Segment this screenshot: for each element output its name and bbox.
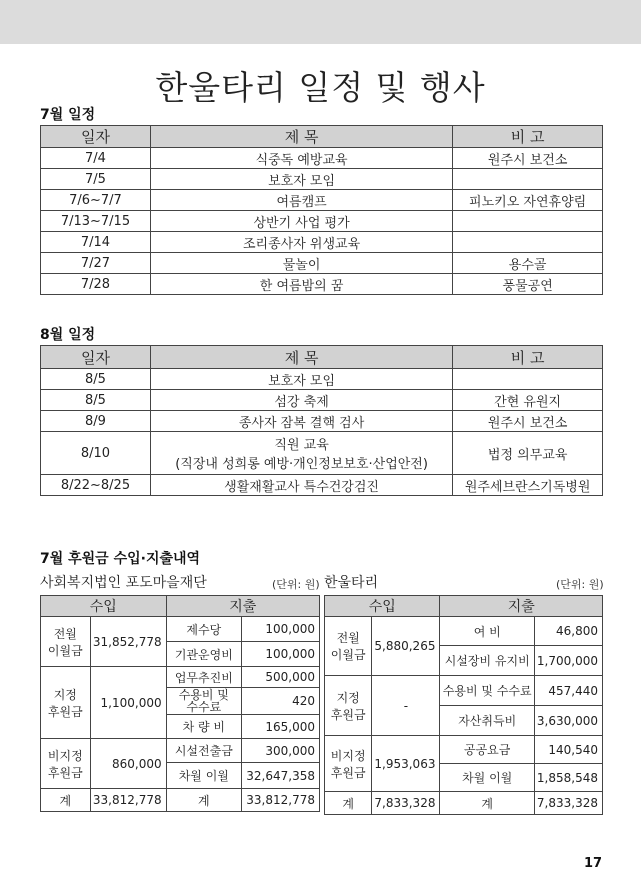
unit-right: (단위: 원) [556,578,604,591]
top-header-band [0,0,641,44]
prev-balance-value: 31,852,778 [90,617,166,667]
expense-value: 100,000 [242,642,320,667]
page-title: 한울타리 일정 및 행사 [155,68,486,107]
cell-date: 8/10 [41,432,151,475]
prev-balance-label: 전월 이월금 [325,617,372,676]
col-header-title: 제 목 [150,126,452,148]
expense-item: 제수당 [166,617,241,642]
cell-title: 섬강 축제 [150,390,452,411]
expense-total-label: 계 [166,789,241,812]
table-row [41,432,603,475]
expense-item: 시설전출금 [166,739,241,763]
expense-item: 수용비 및 수수료 [440,676,534,706]
designated-value: 1,100,000 [90,667,166,739]
expense-value: 420 [242,688,320,715]
col-header-date: 일자 [41,346,151,369]
col-header-note: 비 고 [453,126,603,148]
cell-title-subtitle: (직장내 성희롱 예방·개인정보보호·산업안전) [175,457,428,472]
cell-date: 7/14 [41,232,151,253]
cell-note: 원주시 보건소 [453,148,603,169]
cell-note: 피노키오 자연휴양림 [453,190,603,211]
table-row [41,190,603,211]
cell-note [453,211,603,232]
income-total-label: 계 [41,789,91,812]
cell-date: 7/5 [41,169,151,190]
expense-item: 자산취득비 [440,706,534,736]
org-left-name: 사회복지법인 포도마을재단 [40,575,207,591]
cell-title-main: 직원 교육 [274,438,329,453]
table-row [41,211,603,232]
cell-date: 7/27 [41,253,151,274]
cell-date: 8/22~8/25 [41,475,151,496]
income-header: 수입 [325,596,440,617]
table-row [41,148,603,169]
cell-note [453,169,603,190]
cell-title: 조리종사자 위생교육 [150,232,452,253]
prev-balance-label: 전월 이월금 [41,617,91,667]
cell-date: 8/5 [41,390,151,411]
income-total-value: 7,833,328 [372,792,440,815]
cell-title: 한 여름밤의 꿈 [150,274,452,295]
designated-label: 지정 후원금 [41,667,91,739]
income-header: 수입 [41,596,167,617]
cell-date: 7/13~7/15 [41,211,151,232]
col-header-date: 일자 [41,126,151,148]
expense-value: 3,630,000 [534,706,602,736]
cell-date: 8/9 [41,411,151,432]
undesignated-label: 비지정 후원금 [325,736,372,792]
table-row [41,475,603,496]
expense-item: 수용비 및 수수료 [166,688,241,715]
page-number: 17 [584,856,603,871]
undesignated-value: 860,000 [90,739,166,789]
expense-value: 300,000 [242,739,320,763]
unit-left: (단위: 원) [272,578,320,591]
cell-title: 상반기 사업 평가 [150,211,452,232]
cell-title: 물놀이 [150,253,452,274]
cell-note: 원주세브란스기독병원 [453,475,603,496]
cell-title: 식중독 예방교육 [150,148,452,169]
table-row [41,369,603,390]
expense-item: 차 량 비 [166,715,241,739]
expense-value: 1,700,000 [534,646,602,676]
undesignated-label: 비지정 후원금 [41,739,91,789]
designated-label: 지정 후원금 [325,676,372,736]
cell-title: 여름캠프 [150,190,452,211]
expense-value: 32,647,358 [242,763,320,789]
table-row [41,169,603,190]
expense-value: 500,000 [242,667,320,688]
org-right-name: 한울타리 [324,575,379,591]
prev-balance-value: 5,880,265 [372,617,440,676]
expense-value: 457,440 [534,676,602,706]
cell-date: 8/5 [41,369,151,390]
july-schedule-table [40,125,603,295]
cell-title: 보호자 모임 [150,169,452,190]
expense-item: 업무추진비 [166,667,241,688]
table-row [41,411,603,432]
expense-value: 46,800 [534,617,602,646]
expense-item: 시설장비 유지비 [440,646,534,676]
cell-date: 7/28 [41,274,151,295]
cell-note: 용수골 [453,253,603,274]
expense-total-label: 계 [440,792,534,815]
cell-title: 보호자 모임 [150,369,452,390]
cell-title: 종사자 잠복 결핵 검사 [150,411,452,432]
expense-value: 100,000 [242,617,320,642]
expense-item: 여 비 [440,617,534,646]
finance-heading: 7월 후원금 수입·지출내역 [40,551,201,567]
col-header-note: 비 고 [453,346,603,369]
expense-header: 지출 [166,596,319,617]
table-row [41,232,603,253]
expense-header: 지출 [440,596,603,617]
cell-note: 원주시 보건소 [453,411,603,432]
finance-table-right [324,595,603,815]
designated-value: - [372,676,440,736]
july-heading: 7월 일정 [40,107,96,123]
expense-item: 차월 이월 [166,763,241,789]
expense-item: 차월 이월 [440,764,534,792]
cell-note [453,369,603,390]
table-row [41,390,603,411]
august-schedule-table [40,345,603,496]
undesignated-value: 1,953,063 [372,736,440,792]
cell-title: 생활재활교사 특수건강검진 [150,475,452,496]
finance-table-left [40,595,320,812]
cell-note [453,232,603,253]
table-row [41,253,603,274]
expense-value: 140,540 [534,736,602,764]
table-row [41,274,603,295]
cell-date: 7/4 [41,148,151,169]
august-heading: 8월 일정 [40,327,96,343]
cell-note: 풍물공연 [453,274,603,295]
expense-value: 1,858,548 [534,764,602,792]
expense-item: 공공요금 [440,736,534,764]
expense-item: 기관운영비 [166,642,241,667]
income-total-label: 계 [325,792,372,815]
cell-date: 7/6~7/7 [41,190,151,211]
col-header-title: 제 목 [150,346,452,369]
expense-value: 165,000 [242,715,320,739]
income-total-value: 33,812,778 [90,789,166,812]
cell-note: 법정 의무교육 [453,432,603,475]
cell-title [150,432,452,475]
cell-note: 간현 유원지 [453,390,603,411]
expense-total-value: 33,812,778 [242,789,320,812]
expense-total-value: 7,833,328 [534,792,602,815]
